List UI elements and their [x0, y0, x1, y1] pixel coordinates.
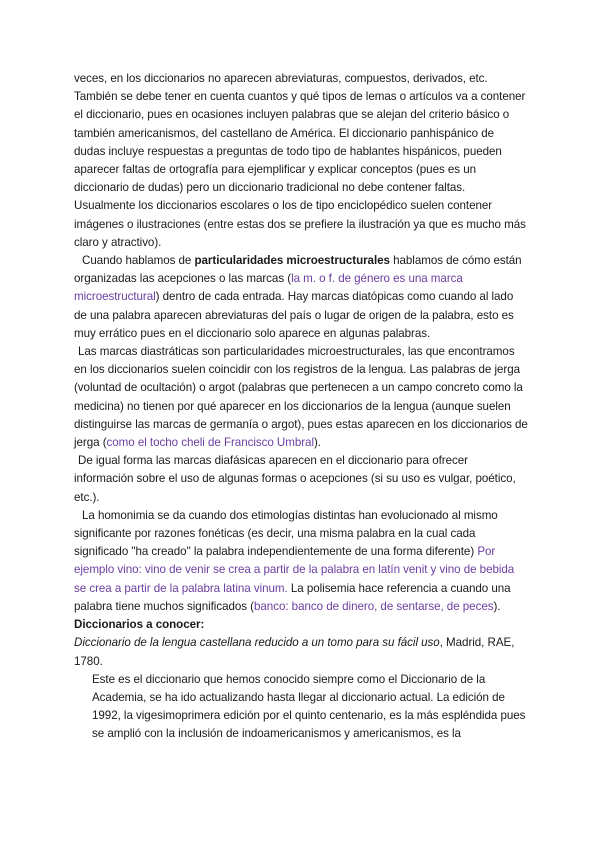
paragraph-diafasicas: De igual forma las marcas diafásicas aparecen en el diccionario para ofrecer información sobre el uso de algunas formas o acepciones (si su uso es vulgar, poético, etc.). — [74, 454, 516, 504]
text-segment: La homonimia se da cuando dos etimologías distintas han evolucionado al mismo significante por razones fonéticas (es decir, una misma palabra en la cual cada significado "ha creado" la palabra independientemente de una forma diferente) — [74, 508, 498, 559]
section-heading: Diccionarios a conocer: — [74, 618, 205, 632]
text-segment: ). — [313, 436, 321, 450]
term-particularidades: particularidades microestructurales — [194, 254, 390, 268]
text-segment: ). — [493, 599, 501, 613]
example-banco-link: banco: banco de dinero, de sentarse, de peces — [254, 599, 494, 613]
example-vino-link: Por ejemplo vino: vino de venir se crea a partir de la palabra en latín venit y vino de bebida se crea a partir de la palabra latina vinum. — [74, 545, 515, 595]
paragraph-lemas: veces, en los diccionarios no aparecen abreviaturas, compuestos, derivados, etc. También se debe tener en cuenta cuantos y qué tipos de lemas o artículos va a contener el diccionario, pues en ocasiones incluyen palabras que se alejan del criterio básico o también americanismos, del castellano de América. El diccionario panhispánico de dudas incluye respuestas a preguntas de todo tipo de hablantes hispánicos, pueden aparecer faltas de ortografía para ejemplificar y explicar conceptos (pues es un diccionario de dudas) pero un diccionario tradicional no debe contener faltas. Usualmente los diccionarios escolares o los de tipo enciclopédico suelen contener imágenes o ilustraciones (entre estas dos se prefiere la ilustración ya que es mucho más claro y atractivo). — [74, 72, 526, 249]
example-umbral-link: como el tocho cheli de Francisco Umbral — [106, 436, 314, 450]
text-segment: La polisemia hace referencia a cuando una palabra tiene muchos significados ( — [74, 581, 511, 613]
example-genero-link: la m. o f. de género es una marca microestructural — [74, 272, 463, 304]
reference-details: , Madrid, RAE, 1780. — [74, 636, 515, 668]
reference-title: Diccionario de la lengua castellana reducido a un tomo para su fácil uso — [74, 636, 440, 650]
paragraph-microestructurales — [74, 252, 528, 343]
text-segment: Las marcas diastráticas son particularidades microestructurales, las que encontramos en los diccionarios suelen coincidir con los registros de la lengua. Las palabras de jerga (voluntad de ocultación) o argot (palabras que pertenecen a un campo concreto como la medicina) no tienen por qué aparecer en los diccionarios de la lengua (aunque suelen distinguirse las marcas de germanía o argot), pues estas aparecen en los diccionarios de jerga ( — [74, 345, 528, 450]
text-segment: ) dentro de cada entrada. Hay marcas diatópicas como cuando al lado de una palabra aparecen abreviaturas del país o lugar de origen de la palabra, esto es muy errático pues en el diccionario solo aparece en algunas palabras. — [74, 290, 514, 340]
reference-entry — [74, 634, 528, 670]
paragraph-academia: Este es el diccionario que hemos conocido siempre como el Diccionario de la Academia, se ha ido actualizando hasta llegar al diccionario actual. La edición de 1992, la vigesimoprimera edición por el quinto centenario, es la más espléndida pues se amplió con la inclusión de indoamericanismos y americanismos, es la — [92, 672, 526, 741]
text-segment: hablamos de cómo están organizadas las acepciones o las marcas ( — [74, 254, 522, 286]
text-segment: Cuando hablamos de — [82, 254, 195, 268]
paragraph-diastraticas — [74, 343, 528, 452]
document-page — [74, 70, 528, 744]
paragraph-homonimia — [74, 507, 528, 616]
